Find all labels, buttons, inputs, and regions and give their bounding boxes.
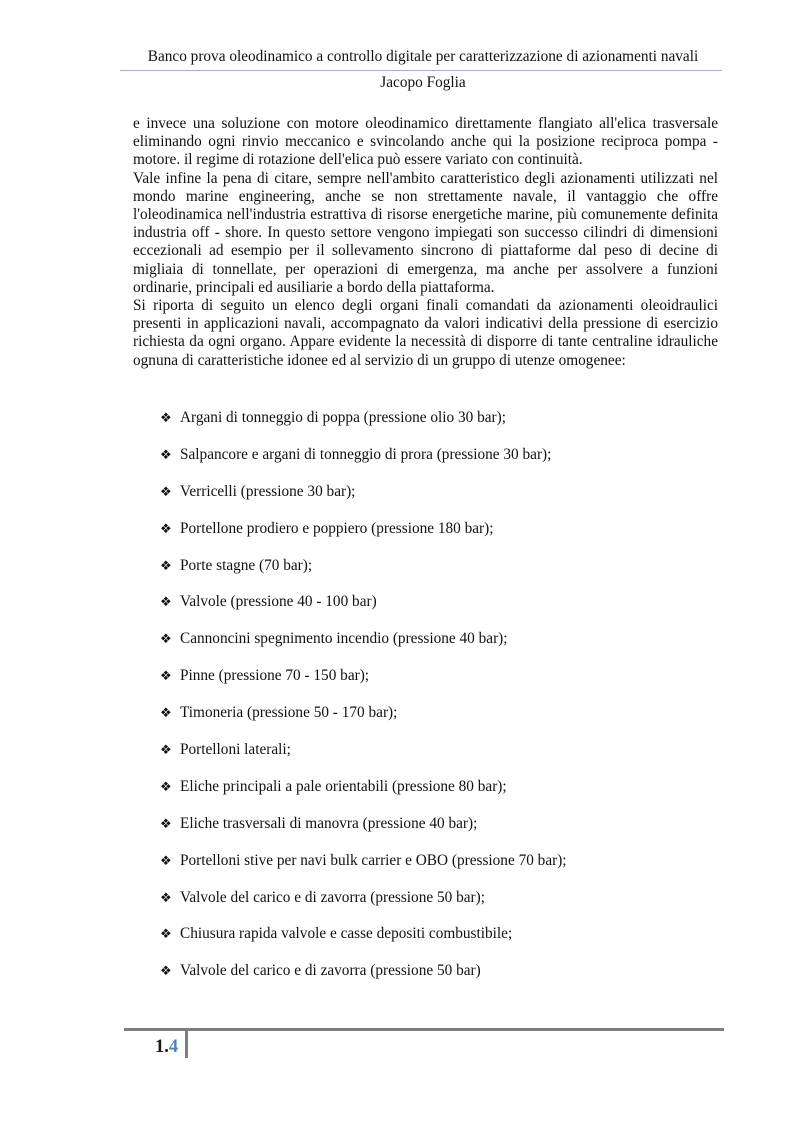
pressure-list bbox=[160, 409, 567, 999]
diamond-bullet-icon: ❖ bbox=[160, 483, 172, 499]
list-item-text: Portellone prodiero e poppiero (pressione 180 bar); bbox=[180, 519, 494, 537]
list-item-text: Eliche principali a pale orientabili (pressione 80 bar); bbox=[180, 777, 507, 795]
page-number-value: 4 bbox=[168, 1037, 179, 1057]
list-item bbox=[160, 483, 567, 520]
list-item-text: Valvole del carico e di zavorra (pressione 50 bar); bbox=[180, 888, 485, 906]
list-item bbox=[160, 520, 567, 557]
diamond-bullet-icon: ❖ bbox=[160, 852, 172, 868]
diamond-bullet-icon: ❖ bbox=[160, 631, 172, 647]
diamond-bullet-icon: ❖ bbox=[160, 594, 172, 610]
list-item-text: Timoneria (pressione 50 - 170 bar); bbox=[180, 704, 398, 722]
list-item-text: Portelloni laterali; bbox=[180, 741, 291, 759]
list-item bbox=[160, 409, 567, 446]
list-item-text: Valvole (pressione 40 - 100 bar) bbox=[180, 593, 377, 611]
diamond-bullet-icon: ❖ bbox=[160, 668, 172, 684]
list-item bbox=[160, 593, 567, 630]
diamond-bullet-icon: ❖ bbox=[160, 557, 172, 573]
body-text bbox=[133, 115, 718, 370]
list-item bbox=[160, 889, 567, 926]
list-item bbox=[160, 741, 567, 778]
list-item-text: Salpancore e argani di tonneggio di prora (pressione 30 bar); bbox=[180, 445, 552, 463]
paragraph: e invece una soluzione con motore oleodinamico direttamente flangiato all'elica trasversale eliminando ogni rinvio meccanico e svincolando anche qui la posizione reciproca pompa - motore. il regime di rotazione dell'elica può essere variato con continuità. bbox=[133, 115, 718, 169]
paragraph: Si riporta di seguito un elenco degli organi finali comandati da azionamenti oleoidraulici presenti in applicazioni navali, accompagnato da valori indicativi della pressione di esercizio richiesta da ogni organo. Appare evidente la necessità di disporre di tante centraline idrauliche ognuna di caratteristiche idonee ed al servizio di un gruppo di utenze omogenee: bbox=[133, 297, 718, 369]
footer-divider bbox=[124, 1028, 724, 1031]
list-item bbox=[160, 925, 567, 962]
diamond-bullet-icon: ❖ bbox=[160, 963, 172, 979]
list-item-text: Eliche trasversali di manovra (pressione 40 bar); bbox=[180, 814, 478, 832]
running-header-title: Banco prova oleodinamico a controllo digitale per caratterizzazione di azionamenti navali bbox=[147, 48, 699, 65]
list-item-text: Chiusura rapida valvole e casse depositi combustibile; bbox=[180, 925, 513, 943]
list-item-text: Pinne (pressione 70 - 150 bar); bbox=[180, 667, 370, 685]
list-item-text: Valvole del carico e di zavorra (pressione 50 bar) bbox=[180, 962, 481, 980]
list-item bbox=[160, 630, 567, 667]
list-item-text: Verricelli (pressione 30 bar); bbox=[180, 482, 356, 500]
list-item-text: Argani di tonneggio di poppa (pressione olio 30 bar); bbox=[180, 409, 506, 426]
list-item bbox=[160, 667, 567, 704]
paragraph: Vale infine la pena di citare, sempre nell'ambito caratteristico degli azionamenti utilizzati nel mondo marine engineering, anche se non strettamente navale, il vantaggio che offre l'oleodinamica nell'industria estrattiva di risorse energetiche marine, più comunemente definita industria off - shore. In questo settore vengono impiegati son successo cilindri di dimensioni eccezionali ad esempio per il sollevamento sincrono di piattaforme dal peso di decine di migliaia di tonnellate, per operazioni di emergenza, ma anche per assolvere a funzioni ordinarie, principali ed ausiliarie a bordo della piattaforma. bbox=[133, 169, 718, 296]
running-header-author: Jacopo Foglia bbox=[380, 74, 466, 91]
list-item bbox=[160, 962, 567, 999]
diamond-bullet-icon: ❖ bbox=[160, 778, 172, 794]
list-item-text: Porte stagne (70 bar); bbox=[180, 556, 313, 574]
list-item bbox=[160, 704, 567, 741]
diamond-bullet-icon: ❖ bbox=[160, 926, 172, 942]
header-divider bbox=[120, 70, 722, 71]
list-item bbox=[160, 778, 567, 815]
list-item bbox=[160, 815, 567, 852]
list-item-text: Portelloni stive per navi bulk carrier e OBO (pressione 70 bar); bbox=[180, 851, 567, 869]
diamond-bullet-icon: ❖ bbox=[160, 815, 172, 831]
list-item bbox=[160, 557, 567, 594]
diamond-bullet-icon: ❖ bbox=[160, 446, 172, 462]
list-item bbox=[160, 852, 567, 889]
diamond-bullet-icon: ❖ bbox=[160, 410, 172, 425]
diamond-bullet-icon: ❖ bbox=[160, 889, 172, 905]
diamond-bullet-icon: ❖ bbox=[160, 705, 172, 721]
page-number bbox=[155, 1037, 178, 1058]
page-number-chapter: 1. bbox=[155, 1037, 169, 1057]
footer-vertical-divider bbox=[185, 1031, 188, 1058]
diamond-bullet-icon: ❖ bbox=[160, 742, 172, 758]
list-item-text: Cannoncini spegnimento incendio (pressione 40 bar); bbox=[180, 630, 508, 648]
diamond-bullet-icon: ❖ bbox=[160, 520, 172, 536]
list-item bbox=[160, 446, 567, 483]
